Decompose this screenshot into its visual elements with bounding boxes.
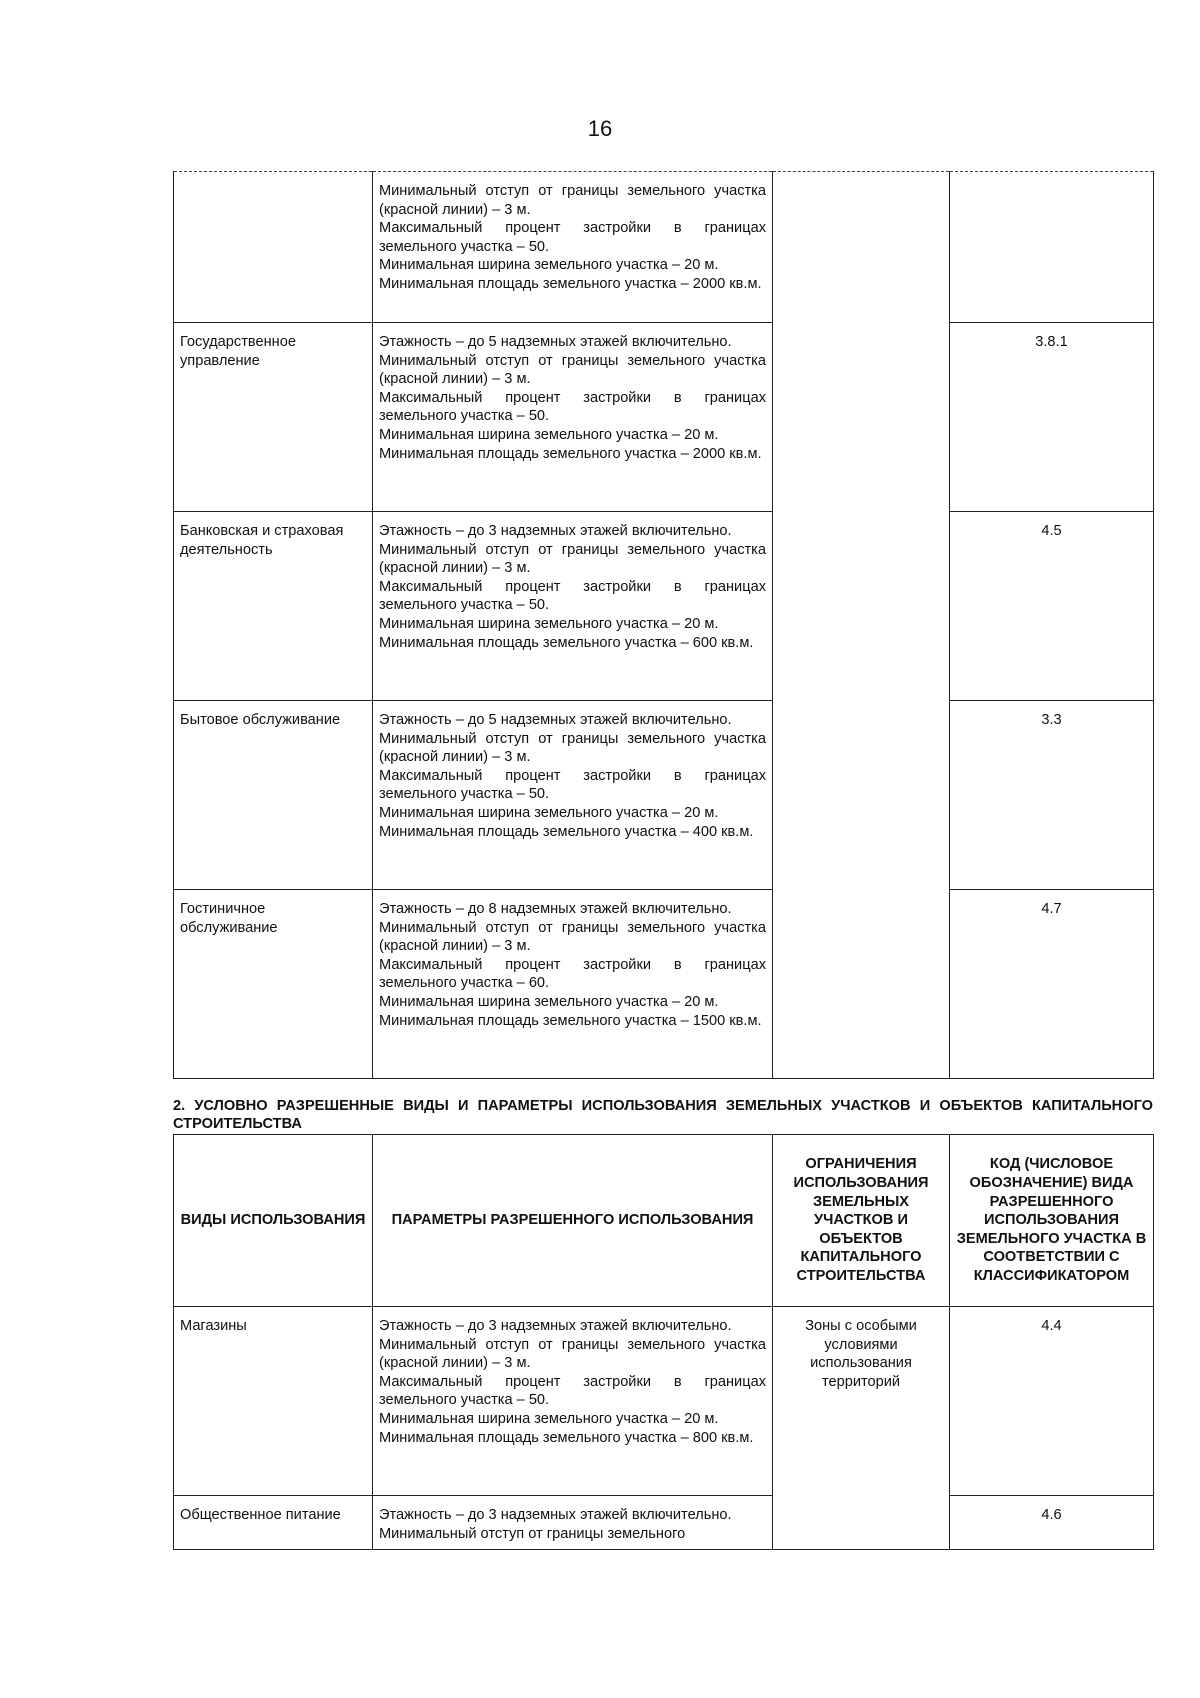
parameter-line: Минимальная площадь земельного участка – 800 кв.м.	[379, 1429, 754, 1446]
header-restrictions: ОГРАНИЧЕНИЯ ИСПОЛЬЗОВАНИЯ ЗЕМЕЛЬНЫХ УЧАСТКОВ И ОБЪЕКТОВ КАПИТАЛЬНОГО СТРОИТЕЛЬСТВА	[773, 1135, 950, 1307]
header-use-types: ВИДЫ ИСПОЛЬЗОВАНИЯ	[174, 1135, 373, 1307]
parameter-line: Минимальный отступ от границы земельного участка (красной линии) – 3 м.	[379, 919, 766, 955]
use-type-cell: Гостиничное обслуживание	[174, 890, 373, 1079]
classifier-code-cell: 3.3	[950, 701, 1154, 890]
parameter-line: Максимальный процент застройки в границах земельного участка – 50.	[379, 1373, 766, 1409]
parameter-line: Минимальная ширина земельного участка – 20 м.	[379, 1410, 719, 1427]
parameter-line: Этажность – до 5 надземных этажей включительно.	[379, 712, 732, 728]
classifier-code-cell	[950, 172, 1154, 323]
parameter-line: Минимальный отступ от границы земельного участка (красной линии) – 3 м.	[379, 352, 766, 388]
parameter-line: Этажность – до 8 надземных этажей включительно.	[379, 901, 732, 917]
parameters-cell	[373, 512, 773, 701]
parameter-line: Максимальный процент застройки в границах земельного участка – 50.	[379, 767, 766, 803]
header-parameters: ПАРАМЕТРЫ РАЗРЕШЕННОГО ИСПОЛЬЗОВАНИЯ	[373, 1135, 773, 1307]
parameter-line: Минимальная ширина земельного участка – 20 м.	[379, 804, 719, 821]
table-row	[174, 323, 1154, 512]
parameter-line: Минимальная площадь земельного участка – 2000 кв.м.	[379, 445, 762, 462]
page-number: 16	[587, 116, 613, 141]
table-row	[174, 890, 1154, 1079]
parameter-line: Этажность – до 5 надземных этажей включительно.	[379, 334, 732, 350]
restrictions-cell	[773, 172, 950, 1079]
classifier-code-cell: 4.4	[950, 1307, 1154, 1496]
header-classifier-code: КОД (ЧИСЛОВОЕ ОБОЗНАЧЕНИЕ) ВИДА РАЗРЕШЕННОГО ИСПОЛЬЗОВАНИЯ ЗЕМЕЛЬНОГО УЧАСТКА В СООТВЕТСТВИИ С КЛАССИФИКАТОРОМ	[950, 1135, 1154, 1307]
table-row	[174, 172, 1154, 323]
parameter-line: Этажность – до 3 надземных этажей включительно.	[379, 1507, 732, 1523]
classifier-code-cell: 3.8.1	[950, 323, 1154, 512]
parameters-cell	[373, 1496, 773, 1550]
use-type-cell: Магазины	[174, 1307, 373, 1496]
table-row	[174, 512, 1154, 701]
parameter-line: Этажность – до 3 надземных этажей включительно.	[379, 523, 732, 539]
use-type-cell: Банковская и страховая деятельность	[174, 512, 373, 701]
classifier-code-cell: 4.6	[950, 1496, 1154, 1550]
parameter-line: Минимальный отступ от границы земельного участка (красной линии) – 3 м.	[379, 541, 766, 577]
land-use-table-continued	[173, 171, 1154, 1079]
parameters-cell	[373, 1307, 773, 1496]
parameter-line: Минимальный отступ от границы земельного	[379, 1525, 686, 1542]
parameter-line: Минимальный отступ от границы земельного участка (красной линии) – 3 м.	[379, 730, 766, 766]
conditional-use-table	[173, 1134, 1154, 1550]
parameters-cell	[373, 172, 773, 323]
parameter-line: Минимальная площадь земельного участка – 1500 кв.м.	[379, 1012, 762, 1029]
table-row	[174, 701, 1154, 890]
parameter-line: Максимальный процент застройки в границах земельного участка – 50.	[379, 389, 766, 425]
parameter-line: Минимальная ширина земельного участка – 20 м.	[379, 426, 719, 443]
parameter-line: Максимальный процент застройки в границах земельного участка – 50.	[379, 578, 766, 614]
parameter-line: Минимальная площадь земельного участка – 600 кв.м.	[379, 634, 754, 651]
use-type-cell: Бытовое обслуживание	[174, 701, 373, 890]
parameter-line: Минимальный отступ от границы земельного участка (красной линии) – 3 м.	[379, 1336, 766, 1372]
use-type-cell	[174, 172, 373, 323]
parameter-line: Минимальная ширина земельного участка – 20 м.	[379, 993, 719, 1010]
table-row	[174, 1496, 1154, 1550]
table-row	[174, 1307, 1154, 1496]
parameter-line: Минимальная площадь земельного участка – 400 кв.м.	[379, 823, 754, 840]
parameter-line: Этажность – до 3 надземных этажей включительно.	[379, 1318, 732, 1334]
use-type-cell: Государственное управление	[174, 323, 373, 512]
restrictions-cell: Зоны с особыми условиями использования территорий	[773, 1307, 950, 1550]
classifier-code-cell: 4.7	[950, 890, 1154, 1079]
parameter-line: Максимальный процент застройки в границах земельного участка – 60.	[379, 956, 766, 992]
parameter-line: Минимальная площадь земельного участка – 2000 кв.м.	[379, 275, 762, 292]
section-2-title: 2. УСЛОВНО РАЗРЕШЕННЫЕ ВИДЫ И ПАРАМЕТРЫ ИСПОЛЬЗОВАНИЯ ЗЕМЕЛЬНЫХ УЧАСТКОВ И ОБЪЕКТОВ КАПИТАЛЬНОГО СТРОИТЕЛЬСТВА	[173, 1098, 1153, 1132]
parameter-line: Минимальная ширина земельного участка – 20 м.	[379, 615, 719, 632]
parameter-line: Минимальный отступ от границы земельного участка (красной линии) – 3 м.	[379, 183, 766, 218]
classifier-code-cell: 4.5	[950, 512, 1154, 701]
use-type-cell: Общественное питание	[174, 1496, 373, 1550]
parameters-cell	[373, 890, 773, 1079]
parameter-line: Минимальная ширина земельного участка – 20 м.	[379, 257, 719, 274]
parameter-line: Максимальный процент застройки в границах земельного участка – 50.	[379, 220, 766, 255]
parameters-cell	[373, 323, 773, 512]
parameters-cell	[373, 701, 773, 890]
table-header-row	[174, 1135, 1154, 1307]
